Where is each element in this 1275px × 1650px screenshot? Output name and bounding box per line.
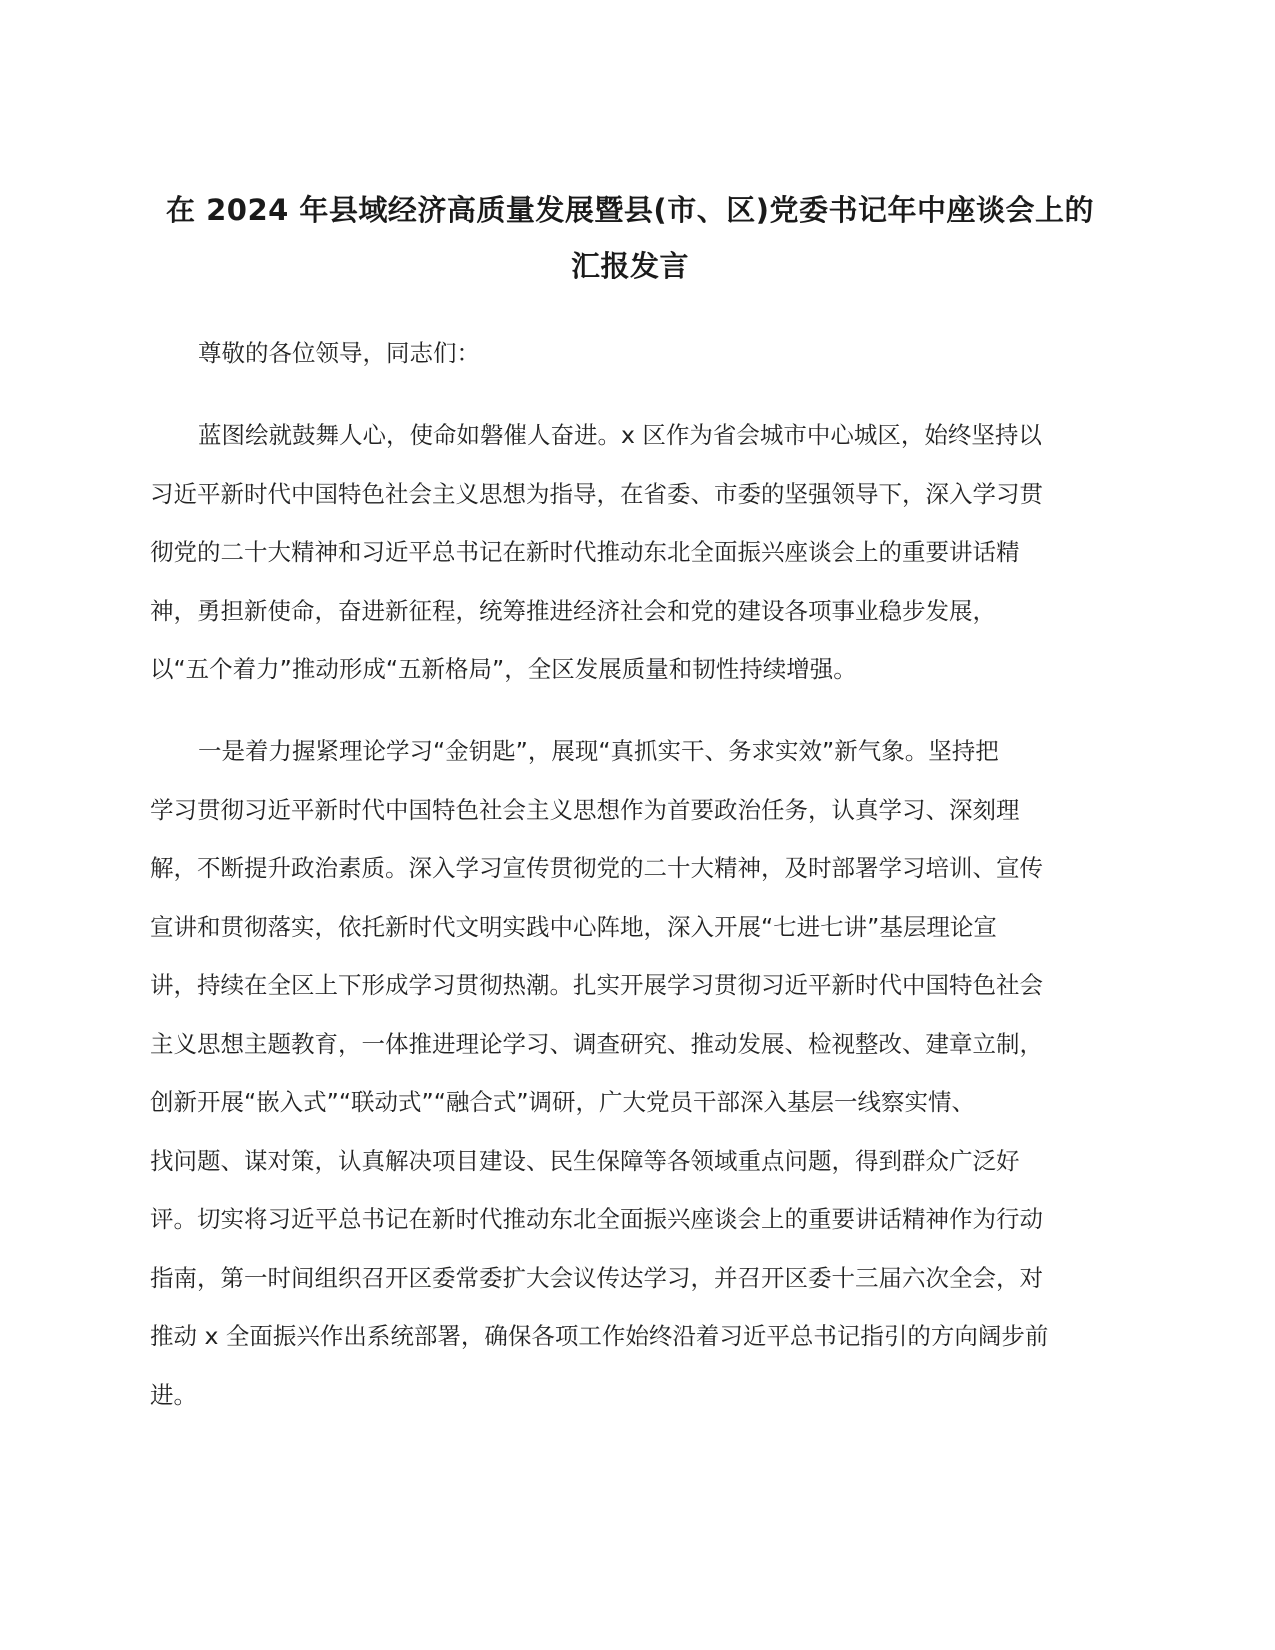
paragraph-line: 宣讲和贯彻落实，依托新时代文明实践中心阵地，深入开展“七进七讲”基层理论宣 bbox=[150, 912, 997, 941]
paragraph-line: 蓝图绘就鼓舞人心，使命如磐催人奋进。x 区作为省会城市中心城区，始终坚持以 bbox=[198, 421, 1042, 449]
paragraph-line: 找问题、谋对策，认真解决项目建设、民生保障等各领域重点问题，得到群众广泛好 bbox=[150, 1146, 1020, 1175]
paragraph-line: 一是着力握紧理论学习“金钥匙”，展现“真抓实干、务求实效”新气象。坚持把 bbox=[198, 737, 999, 765]
paragraph-intro bbox=[150, 406, 1110, 699]
paragraph-line: 解，不断提升政治素质。深入学习宣传贯彻党的二十大精神，及时部署学习培训、宣传 bbox=[150, 854, 1043, 882]
document-title bbox=[150, 182, 1110, 294]
paragraph-line: 指南，第一时间组织召开区委常委扩大会议传达学习，并召开区委十三届六次全会，对 bbox=[150, 1263, 1043, 1292]
title-line: 汇报发言 bbox=[570, 249, 689, 283]
paragraph-line: 评。切实将习近平总书记在新时代推动东北全面振兴座谈会上的重要讲话精神作为行动 bbox=[150, 1205, 1043, 1233]
paragraph-line: 讲，持续在全区上下形成学习贯彻热潮。扎实开展学习贯彻习近平新时代中国特色社会 bbox=[150, 971, 1043, 999]
salutation: 尊敬的各位领导，同志们： bbox=[198, 339, 480, 367]
paragraph-line: 以“五个着力”推动形成“五新格局”，全区发展质量和韧性持续增强。 bbox=[150, 655, 857, 683]
paragraph-line: 习近平新时代中国特色社会主义思想为指导，在省委、市委的坚强领导下，深入学习贯 bbox=[150, 479, 1043, 508]
paragraph-line: 进。 bbox=[150, 1380, 197, 1409]
paragraph-line: 主义思想主题教育，一体推进理论学习、调查研究、推动发展、检视整改、建章立制， bbox=[150, 1029, 1043, 1058]
title-line: 在 2024 年县域经济高质量发展暨县(市、区)党委书记年中座谈会上的 bbox=[166, 193, 1094, 227]
paragraph-line: 创新开展“嵌入式”“联动式”“融合式”调研，广大党员干部深入基层一线察实情、 bbox=[150, 1088, 976, 1116]
paragraph-line: 学习贯彻习近平新时代中国特色社会主义思想作为首要政治任务，认真学习、深刻理 bbox=[150, 795, 1020, 824]
paragraph-line: 推动 x 全面振兴作出系统部署，确保各项工作始终沿着习近平总书记指引的方向阔步前 bbox=[150, 1322, 1049, 1350]
paragraph-theory-study bbox=[150, 722, 1110, 1424]
paragraph-line: 神，勇担新使命，奋进新征程，统筹推进经济社会和党的建设各项事业稳步发展， bbox=[150, 596, 996, 625]
paragraph-line: 彻党的二十大精神和习近平总书记在新时代推动东北全面振兴座谈会上的重要讲话精 bbox=[150, 538, 1020, 566]
